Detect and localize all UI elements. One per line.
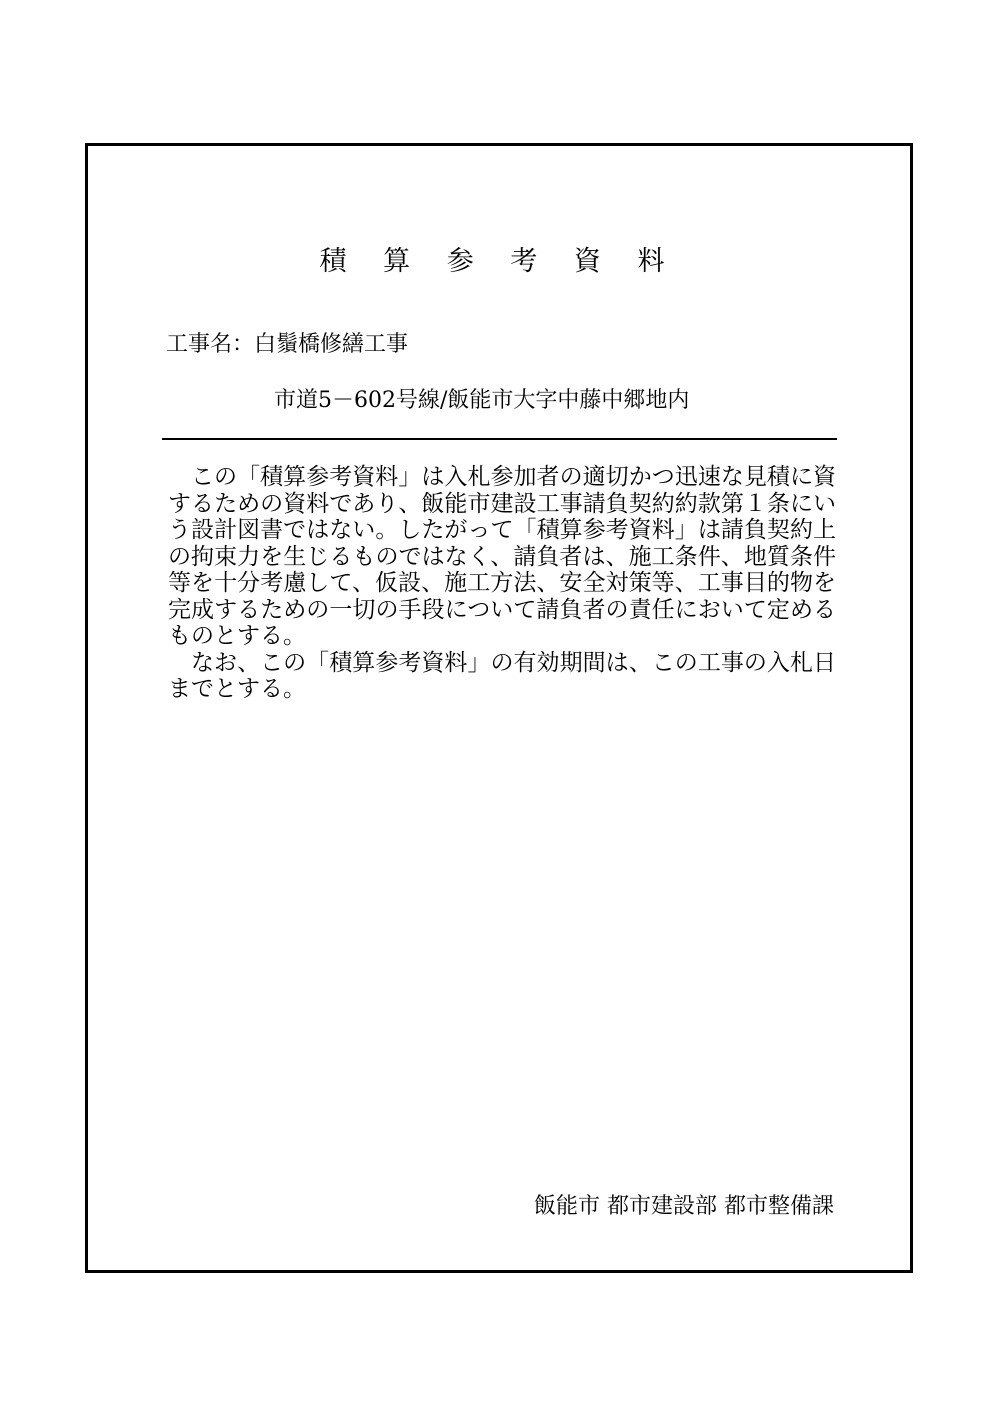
issuer-department: 飯能市 都市建設部 都市整備課 — [534, 1194, 834, 1219]
notice-body — [168, 464, 836, 703]
project-name-line — [166, 330, 408, 360]
project-location: 市道5－602号線/飯能市大字中藤中郷地内 — [274, 388, 690, 413]
project-label: 工事名： — [166, 332, 255, 357]
project-name: 白鬚橋修繕工事 — [254, 332, 409, 357]
document-frame — [85, 143, 913, 1273]
document-title: 積 算 参 考 資 料 — [319, 246, 679, 277]
notice-paragraph: この「積算参考資料」は入札参加者の適切かつ迅速な見積に資するための資料であり、飯能市建設工事請負契約約款第１条にいう設計図書ではない。したがって「積算参考資料」は請負契約上の拘束力を生じるものではなく、請負者は、施工条件、地質条件等を十分考慮して、仮設、施工方法、安全対策等、工事目的物を完成するための一切の手段について請負者の責任において定めるものとする。 — [168, 464, 836, 649]
divider-line — [162, 438, 837, 440]
notice-paragraph: なお、この「積算参考資料」の有効期間は、この工事の入札日までとする。 — [168, 649, 836, 702]
